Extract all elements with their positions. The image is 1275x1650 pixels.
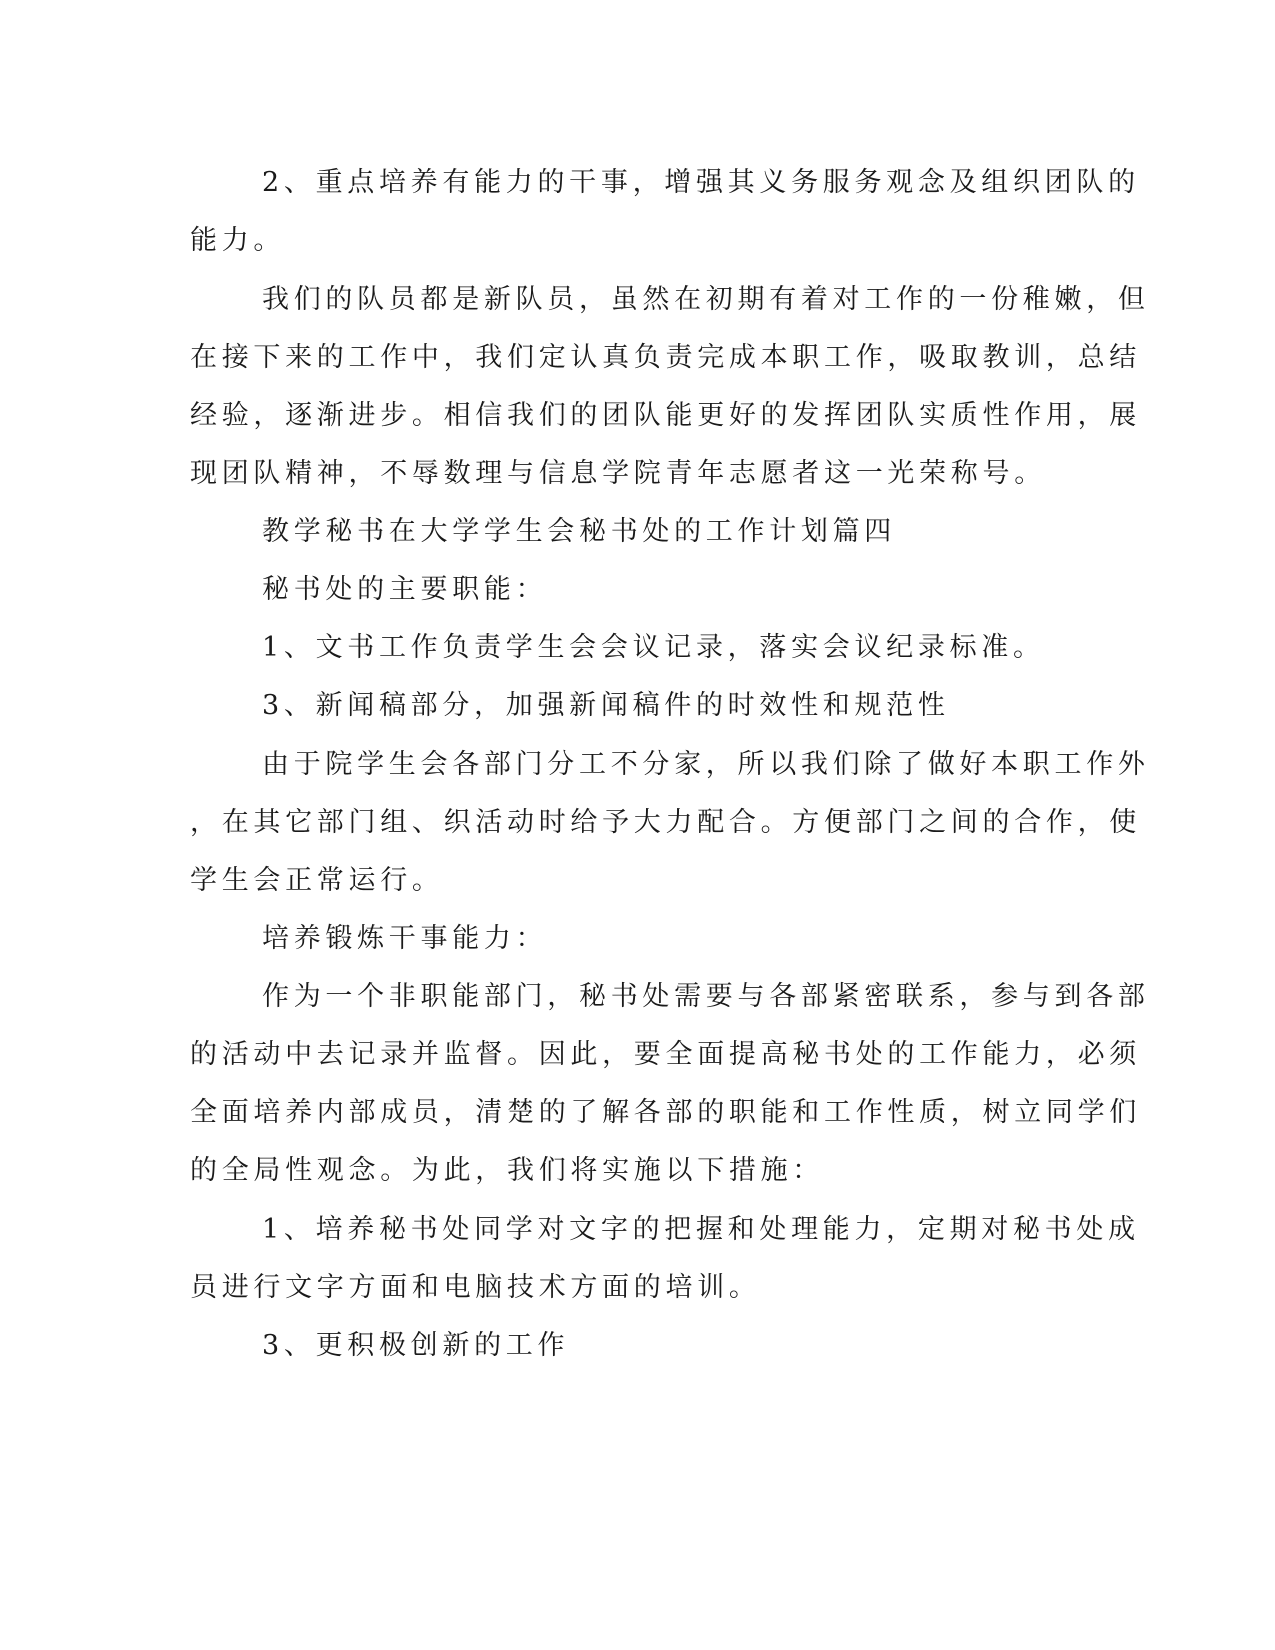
list-item: 1、文书工作负责学生会会议记录，落实会议纪录标准。 xyxy=(262,632,1045,663)
list-item: 1、培养秘书处同学对文字的把握和处理能力，定期对秘书处成 xyxy=(262,1214,1140,1245)
paragraph-line: 现团队精神，不辱数理与信息学院青年志愿者这一光荣称号。 xyxy=(190,458,1046,489)
paragraph-line: 作为一个非职能部门，秘书处需要与各部紧密联系，参与到各部 xyxy=(262,981,1150,1012)
paragraph-line: ，在其它部门组、织活动时给予大力配合。方便部门之间的合作，使 xyxy=(190,807,1141,838)
paragraph-line: 的活动中去记录并监督。因此，要全面提高秘书处的工作能力，必须 xyxy=(190,1039,1141,1070)
list-item: 3、新闻稿部分，加强新闻稿件的时效性和规范性 xyxy=(262,690,950,721)
paragraph-line: 的全局性观念。为此，我们将实施以下措施： xyxy=(190,1155,824,1186)
paragraph-line: 我们的队员都是新队员，虽然在初期有着对工作的一份稚嫩，但 xyxy=(262,284,1150,315)
subheading: 培养锻炼干事能力： xyxy=(262,923,548,954)
paragraph-line: 经验，逐渐进步。相信我们的团队能更好的发挥团队实质性作用，展 xyxy=(190,400,1141,431)
paragraph-line: 能力。 xyxy=(190,225,286,256)
paragraph-line: 在接下来的工作中，我们定认真负责完成本职工作，吸取教训，总结 xyxy=(190,342,1141,373)
list-item: 员进行文字方面和电脑技术方面的培训。 xyxy=(190,1272,761,1303)
section-heading: 教学秘书在大学学生会秘书处的工作计划篇四 xyxy=(262,516,896,547)
paragraph-line: 由于院学生会各部门分工不分家，所以我们除了做好本职工作外 xyxy=(262,749,1150,780)
paragraph-line: 全面培养内部成员，清楚的了解各部的职能和工作性质，树立同学们 xyxy=(190,1097,1141,1128)
subheading: 秘书处的主要职能： xyxy=(262,574,548,605)
paragraph-line: 学生会正常运行。 xyxy=(190,865,444,896)
paragraph-line: 2、重点培养有能力的干事，增强其义务服务观念及组织团队的 xyxy=(262,167,1140,198)
list-item: 3、更积极创新的工作 xyxy=(262,1330,570,1361)
